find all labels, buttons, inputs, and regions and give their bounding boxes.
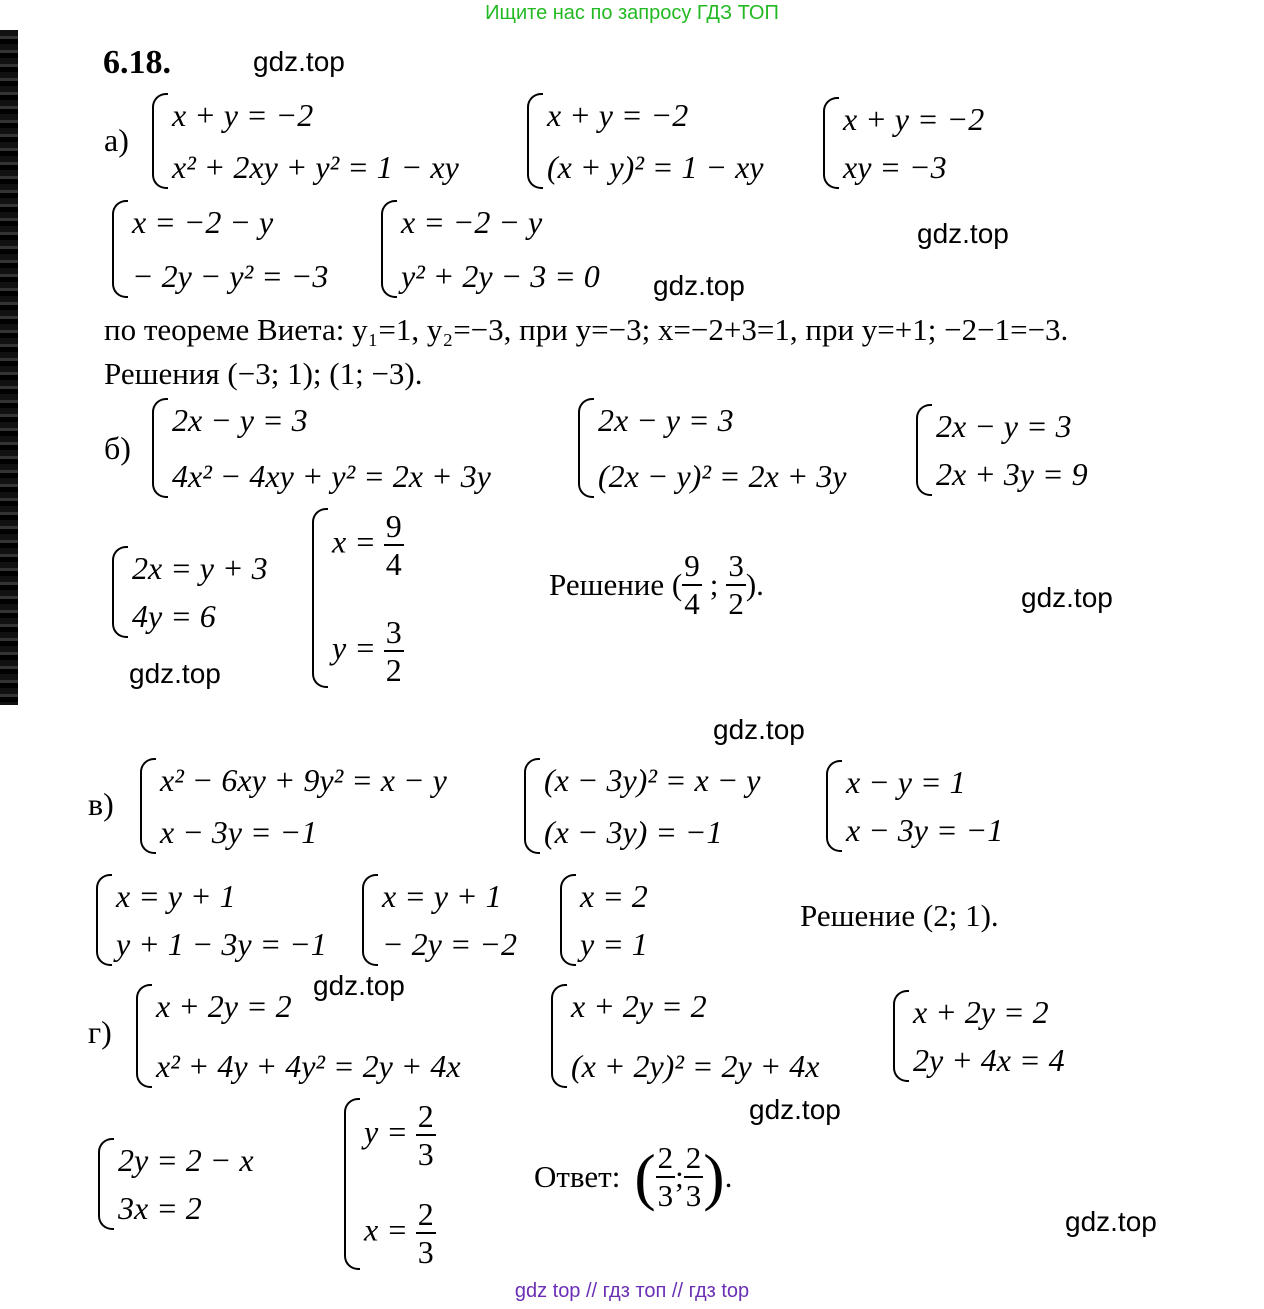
equation: x + 2y = 2 xyxy=(913,994,1049,1030)
equation: x + 2y = 2 xyxy=(571,988,707,1024)
equation: x = 2 xyxy=(580,878,648,914)
equation: x = y + 1 xyxy=(116,878,236,914)
part-v-system-4 xyxy=(96,874,327,966)
brace xyxy=(312,508,328,688)
part-a-system-4 xyxy=(112,200,328,298)
brace xyxy=(112,200,128,298)
equation: x = −2 − y xyxy=(132,204,274,240)
part-v-system-6 xyxy=(560,874,648,966)
equation: 3x = 2 xyxy=(118,1190,202,1226)
variable: y = xyxy=(364,1113,408,1150)
equation: x + y = −2 xyxy=(547,97,689,133)
brace xyxy=(152,93,168,189)
right-paren: ) xyxy=(703,1141,725,1212)
equation: (x + 2y)² = 2y + 4x xyxy=(571,1048,820,1084)
variable: x = xyxy=(364,1211,408,1248)
equation: − 2y = −2 xyxy=(382,926,517,962)
equation: x − 3y = −1 xyxy=(846,812,1004,848)
fraction: $\frac{2}{3}$ xyxy=(417,1098,434,1172)
fraction: $\frac{9}{4}$ xyxy=(385,508,402,582)
part-b-system-1 xyxy=(152,398,491,498)
part-a-system-1 xyxy=(152,93,459,189)
brace xyxy=(560,874,576,966)
equation: y = 1 xyxy=(580,926,648,962)
part-b-answer: Решение ( $\frac{9}{4}$ ; $\frac{3}{2}$ ). xyxy=(549,548,764,621)
brace xyxy=(112,546,128,638)
part-g-system-5 xyxy=(344,1098,436,1270)
equation: x² + 4y + 4y² = 2y + 4x xyxy=(156,1048,461,1084)
brace xyxy=(136,984,152,1088)
fraction: $\frac{2}{3}$ xyxy=(685,1140,702,1213)
equation: (x − 3y)² = x − y xyxy=(544,762,761,798)
part-v-system-1 xyxy=(140,758,447,854)
equation: x = −2 − y xyxy=(401,204,543,240)
variable: y = xyxy=(332,629,376,666)
watermark: gdz.top xyxy=(1065,1206,1157,1237)
equation: (2x − y)² = 2x + 3y xyxy=(598,458,847,494)
part-a-system-3 xyxy=(823,97,984,189)
watermark: gdz.top xyxy=(917,218,1009,249)
equation: 2x + 3y = 9 xyxy=(936,456,1088,492)
equation: 2y = 2 − x xyxy=(118,1142,254,1178)
fraction: $\frac{3}{2}$ xyxy=(385,614,402,688)
brace xyxy=(527,93,543,189)
fraction: $\frac{2}{3}$ xyxy=(657,1140,674,1213)
equation: 4y = 6 xyxy=(132,598,216,634)
brace xyxy=(893,990,909,1082)
part-b-system-3 xyxy=(916,404,1088,496)
brace xyxy=(916,404,932,496)
equation: y² + 2y − 3 = 0 xyxy=(401,258,600,294)
watermark: gdz.top xyxy=(713,714,805,745)
part-g-answer: Ответ: ( $\frac{2}{3}$ ; $\frac{2}{3}$ ) . xyxy=(534,1140,733,1213)
fraction: $\frac{2}{3}$ xyxy=(417,1196,434,1270)
watermark: gdz.top xyxy=(749,1094,841,1125)
equation: − 2y − y² = −3 xyxy=(132,258,329,294)
part-g-system-4 xyxy=(98,1138,254,1230)
watermark: gdz.top xyxy=(129,658,221,689)
part-a-answer: Решения (−3; 1); (1; −3). xyxy=(104,356,423,391)
part-g-system-2 xyxy=(551,984,820,1088)
equation: 2y + 4x = 4 xyxy=(913,1042,1065,1078)
equation: x + 2y = 2 xyxy=(156,988,292,1024)
variable: x = xyxy=(332,523,376,560)
part-v-label: в) xyxy=(88,786,114,822)
part-b-label: б) xyxy=(104,430,131,466)
part-g-label: г) xyxy=(88,1014,112,1050)
bottom-banner[interactable]: gdz top // гдз топ // гдз top xyxy=(514,1280,750,1302)
part-v-system-5 xyxy=(362,874,517,966)
equation: y + 1 − 3y = −1 xyxy=(116,926,327,962)
brace xyxy=(362,874,378,966)
part-g-system-1 xyxy=(136,984,461,1088)
part-v-system-2 xyxy=(524,758,761,854)
brace xyxy=(344,1098,360,1270)
scan-edge xyxy=(0,30,18,705)
equation: x = y + 1 xyxy=(382,878,502,914)
equation: 4x² − 4xy + y² = 2x + 3y xyxy=(172,458,491,494)
part-a-system-5 xyxy=(381,200,600,298)
brace xyxy=(826,760,842,852)
part-b-system-2 xyxy=(578,398,847,498)
watermark: gdz.top xyxy=(1021,582,1113,613)
brace xyxy=(140,758,156,854)
vieta-line: по теореме Виета: y₁=1, y₂=−3, при y=−3; x=−2+3=1, при y=+1; −2−1=−3. xyxy=(104,312,1069,347)
watermark: gdz.top xyxy=(653,270,745,301)
equation: (x + y)² = 1 − xy xyxy=(547,149,764,185)
fraction: $\frac{3}{2}$ xyxy=(728,548,744,621)
fraction: $\frac{9}{4}$ xyxy=(684,548,700,621)
part-v-answer: Решение (2; 1). xyxy=(800,898,999,933)
brace xyxy=(98,1138,114,1230)
equation: x − y = 1 xyxy=(846,764,966,800)
equation: x + y = −2 xyxy=(172,97,314,133)
equation: x + y = −2 xyxy=(843,101,985,137)
brace xyxy=(551,984,567,1088)
watermark: gdz.top xyxy=(253,46,345,77)
equation: xy = −3 xyxy=(843,149,947,185)
problem-number: 6.18. xyxy=(103,44,171,81)
brace xyxy=(381,200,397,298)
part-v-system-3 xyxy=(826,760,1003,852)
left-paren: ( xyxy=(634,1141,656,1212)
equation: x − 3y = −1 xyxy=(160,814,318,850)
brace xyxy=(524,758,540,854)
brace xyxy=(823,97,839,189)
part-b-system-5 xyxy=(312,508,404,688)
top-banner[interactable]: Ищите нас по запросу ГДЗ ТОП xyxy=(485,2,779,24)
part-g-system-3 xyxy=(893,990,1065,1082)
equation: x² + 2xy + y² = 1 − xy xyxy=(172,149,459,185)
brace xyxy=(96,874,112,966)
equation: x² − 6xy + 9y² = x − y xyxy=(160,762,447,798)
equation: (x − 3y) = −1 xyxy=(544,814,723,850)
equation: 2x − y = 3 xyxy=(172,402,308,438)
brace xyxy=(578,398,594,498)
watermark: gdz.top xyxy=(313,970,405,1001)
equation: 2x = y + 3 xyxy=(132,550,268,586)
part-a-system-2 xyxy=(527,93,764,189)
brace xyxy=(152,398,168,498)
part-a-label: а) xyxy=(104,122,129,158)
part-b-system-4 xyxy=(112,546,268,638)
equation: 2x − y = 3 xyxy=(598,402,734,438)
equation: 2x − y = 3 xyxy=(936,408,1072,444)
